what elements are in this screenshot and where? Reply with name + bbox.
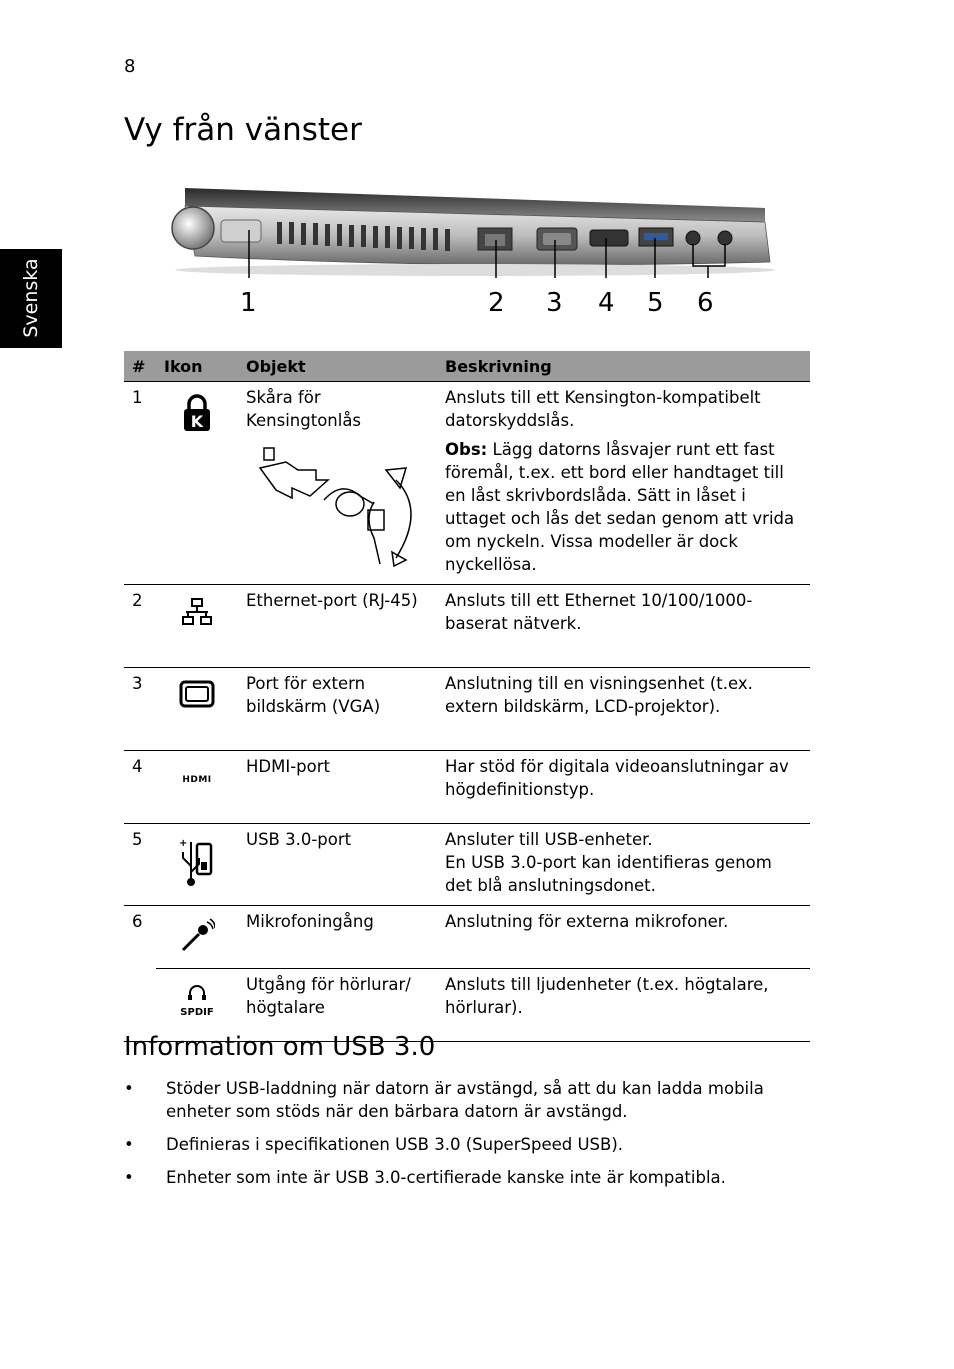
callout-1: 1 — [240, 288, 257, 318]
table-row — [124, 751, 810, 824]
header-object: Objekt — [238, 351, 437, 382]
row-number: 1 — [124, 382, 156, 585]
svg-text:K: K — [190, 412, 204, 431]
usb-charge-icon — [177, 836, 217, 886]
row-number: 5 — [124, 824, 156, 906]
ports-table — [124, 351, 810, 1042]
row-description-extra: En USB 3.0-port kan identifieras genom det blå anslutningsdonet. — [445, 853, 772, 895]
row-description: Anslutning till en visningsenhet (t.ex. extern bildskärm, LCD-projektor). — [437, 668, 810, 751]
callout-5: 5 — [647, 288, 664, 318]
row-object: Mikrofoningång — [238, 906, 437, 969]
callout-6: 6 — [697, 288, 714, 318]
table-row — [124, 382, 810, 585]
list-item: • Definieras i specifikationen USB 3.0 (SuperSpeed USB). — [124, 1133, 804, 1156]
list-item: • Enheter som inte är USB 3.0-certifierade kanske inte är kompatibla. — [124, 1166, 804, 1189]
row-description: Ansluts till ett Ethernet 10/100/1000-baserat nätverk. — [437, 585, 810, 668]
note-text: Lägg datorns låsvajer runt ett fast föremål, t.ex. ett bord eller handtaget till en låst skrivbordslåda. Sätt in låset i uttaget och lås det sedan genom att vrida om nyckeln. Vissa modeller är dock nyckellösa. — [445, 440, 795, 574]
row-object: Utgång för hörlurar/ högtalare — [238, 969, 437, 1042]
row-number: 3 — [124, 668, 156, 751]
kensington-lock-usage-illustration — [246, 440, 416, 570]
kensington-lock-icon — [182, 394, 212, 432]
page-number: 8 — [124, 56, 136, 77]
row-object: Port för extern bildskärm (VGA) — [238, 668, 437, 751]
list-item: • Stöder USB-laddning när datorn är avstängd, så att du kan ladda mobila enheter som stöds när den bärbara datorn är avstängd. — [124, 1077, 804, 1123]
header-description: Beskrivning — [437, 351, 810, 382]
hdmi-icon: HDMI — [182, 775, 212, 785]
row-number: 6 — [124, 906, 156, 1042]
usb-info-list — [124, 1077, 804, 1199]
note-label: Obs: — [445, 440, 488, 459]
headphones-icon — [187, 985, 207, 1001]
vga-icon — [179, 680, 215, 708]
laptop-left-side-illustration — [165, 178, 780, 278]
usb-section-title: Information om USB 3.0 — [124, 1032, 436, 1062]
spdif-label: SPDIF — [180, 1007, 214, 1018]
header-number: # — [124, 351, 156, 382]
microphone-icon — [179, 918, 215, 954]
headphones-spdif-icon — [180, 985, 213, 1024]
callout-2: 2 — [488, 288, 505, 318]
language-tab-label: Svenska — [20, 258, 42, 338]
row-description: Anslutning för externa mikrofoner. — [437, 906, 810, 969]
callout-3: 3 — [546, 288, 563, 318]
row-object: Skåra för Kensingtonlås — [246, 388, 362, 430]
table-row — [124, 668, 810, 751]
svg-text:+: + — [179, 838, 188, 849]
row-object: Ethernet-port (RJ-45) — [238, 585, 437, 668]
table-row — [124, 906, 810, 969]
table-header-row — [124, 351, 810, 382]
row-number: 2 — [124, 585, 156, 668]
row-description: Ansluts till ett Kensington-kompatibelt datorskyddslås. — [445, 388, 761, 430]
row-description: Ansluter till USB-enheter. — [445, 830, 653, 849]
page-title: Vy från vänster — [124, 112, 362, 148]
row-object: USB 3.0-port — [238, 824, 437, 906]
table-row — [124, 969, 810, 1042]
callout-4: 4 — [598, 288, 615, 318]
table-row — [124, 585, 810, 668]
row-object: HDMI-port — [238, 751, 437, 824]
row-number: 4 — [124, 751, 156, 824]
row-description: Har stöd för digitala videoanslutningar av högdefinitionstyp. — [437, 751, 810, 824]
language-tab — [0, 249, 62, 348]
table-row — [124, 824, 810, 906]
header-icon: Ikon — [156, 351, 238, 382]
row-description: Ansluts till ljudenheter (t.ex. högtalare, hörlurar). — [437, 969, 810, 1042]
ethernet-icon — [180, 597, 214, 627]
